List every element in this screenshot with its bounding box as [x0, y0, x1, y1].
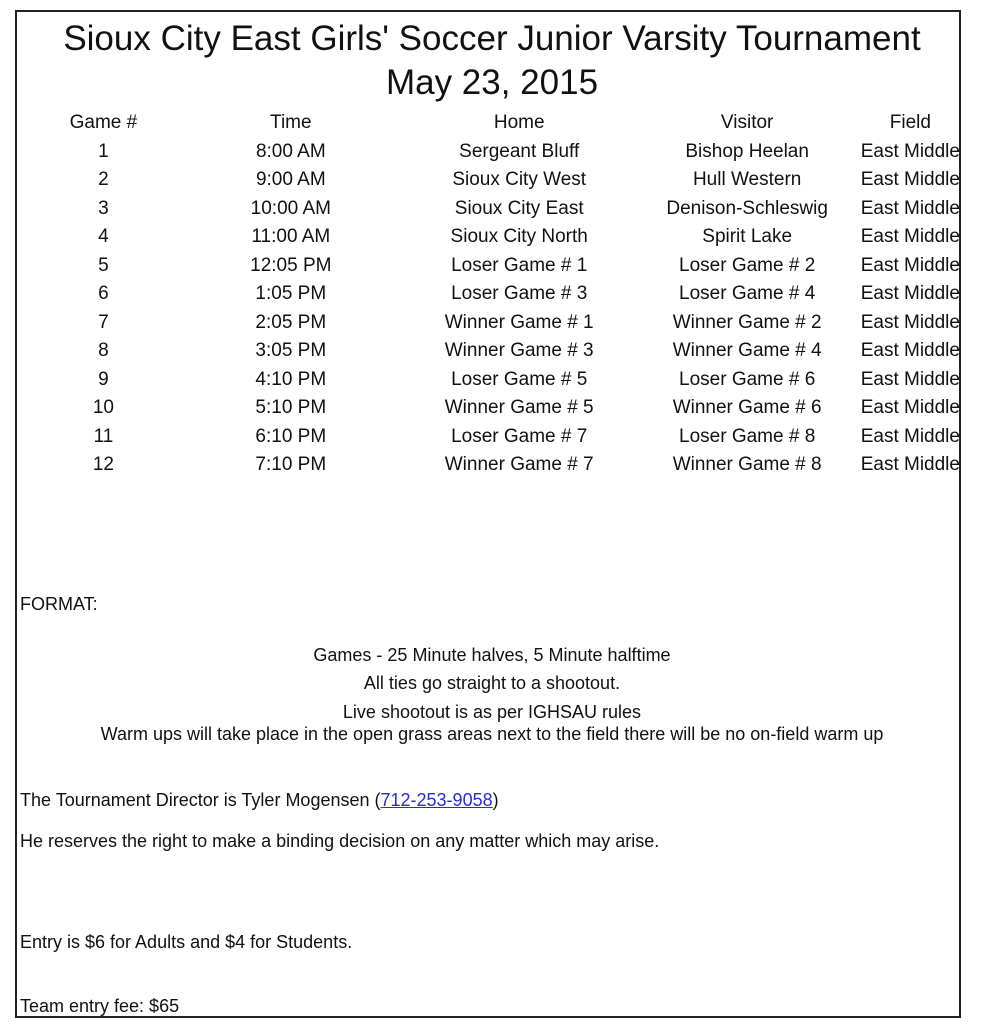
visitor-cell: Winner Game # 8	[672, 454, 822, 476]
table-row	[30, 223, 960, 252]
header-time: Time	[270, 112, 312, 134]
schedule-header-row	[30, 109, 960, 138]
game-number-cell: 10	[92, 397, 114, 419]
field-cell: East Middle	[860, 454, 960, 476]
home-cell: Winner Game # 7	[444, 454, 594, 476]
time-cell: 4:10 PM	[255, 368, 327, 390]
visitor-cell: Winner Game # 4	[672, 340, 822, 362]
table-row	[30, 138, 960, 167]
header-game-number: Game #	[69, 112, 138, 134]
game-number-cell: 12	[92, 454, 114, 476]
header-home: Home	[493, 112, 545, 134]
format-rule-warmups: Warm ups will take place in the open grass areas next to the field there will be no on-field warm up	[100, 724, 884, 744]
table-row	[30, 394, 960, 423]
time-cell: 2:05 PM	[255, 311, 327, 333]
visitor-cell: Winner Game # 2	[672, 311, 822, 333]
home-cell: Winner Game # 1	[444, 311, 594, 333]
table-row	[30, 337, 960, 366]
admission-fees: Entry is $6 for Adults and $4 for Students.	[20, 932, 353, 952]
field-cell: East Middle	[860, 340, 960, 362]
home-cell: Winner Game # 5	[444, 397, 594, 419]
home-cell: Sioux City North	[450, 226, 588, 248]
director-prefix: The Tournament Director is Tyler Mogensen (	[20, 790, 381, 810]
visitor-cell: Hull Western	[692, 169, 802, 191]
visitor-cell: Loser Game # 8	[679, 425, 816, 447]
format-heading: FORMAT:	[20, 594, 98, 614]
home-cell: Loser Game # 5	[451, 368, 588, 390]
document-title: Sioux City East Girls' Soccer Junior Varsity Tournament	[63, 19, 921, 58]
field-cell: East Middle	[860, 226, 960, 248]
field-cell: East Middle	[860, 140, 960, 162]
field-cell: East Middle	[860, 368, 960, 390]
visitor-cell: Denison-Schleswig	[666, 197, 828, 219]
game-number-cell: 6	[98, 283, 109, 305]
table-row	[30, 423, 960, 452]
director-suffix: )	[492, 790, 499, 810]
visitor-cell: Spirit Lake	[702, 226, 793, 248]
time-cell: 1:05 PM	[255, 283, 327, 305]
director-authority-note: He reserves the right to make a binding decision on any matter which may arise.	[20, 831, 660, 851]
field-cell: East Middle	[860, 254, 960, 276]
header-field: Field	[889, 112, 931, 134]
game-number-cell: 4	[98, 226, 109, 248]
visitor-cell: Bishop Heelan	[685, 140, 809, 162]
table-row	[30, 451, 960, 480]
format-rule-ties: All ties go straight to a shootout.	[363, 673, 621, 693]
table-row	[30, 252, 960, 281]
home-cell: Loser Game # 7	[451, 425, 588, 447]
time-cell: 8:00 AM	[255, 140, 326, 162]
game-number-cell: 8	[98, 340, 109, 362]
home-cell: Loser Game # 1	[451, 254, 588, 276]
field-cell: East Middle	[860, 425, 960, 447]
time-cell: 10:00 AM	[250, 197, 331, 219]
field-cell: East Middle	[860, 169, 960, 191]
time-cell: 9:00 AM	[255, 169, 326, 191]
field-cell: East Middle	[860, 197, 960, 219]
game-number-cell: 3	[98, 197, 109, 219]
time-cell: 3:05 PM	[255, 340, 327, 362]
visitor-cell: Winner Game # 6	[672, 397, 822, 419]
home-cell: Sioux City East	[454, 197, 584, 219]
table-row	[30, 166, 960, 195]
game-number-cell: 5	[98, 254, 109, 276]
home-cell: Winner Game # 3	[444, 340, 594, 362]
visitor-cell: Loser Game # 4	[679, 283, 816, 305]
tournament-director-line	[20, 788, 499, 812]
time-cell: 6:10 PM	[255, 425, 327, 447]
visitor-cell: Loser Game # 6	[679, 368, 816, 390]
table-row	[30, 280, 960, 309]
table-row	[30, 309, 960, 338]
header-visitor: Visitor	[720, 112, 774, 134]
director-phone-link[interactable]: 712-253-9058	[380, 790, 493, 810]
table-row	[30, 195, 960, 224]
format-rule-halves: Games - 25 Minute halves, 5 Minute halftime	[313, 645, 671, 665]
game-number-cell: 9	[98, 368, 109, 390]
game-number-cell: 2	[98, 169, 109, 191]
home-cell: Sioux City West	[452, 169, 587, 191]
time-cell: 11:00 AM	[251, 226, 331, 248]
field-cell: East Middle	[860, 397, 960, 419]
field-cell: East Middle	[860, 283, 960, 305]
time-cell: 5:10 PM	[255, 397, 327, 419]
table-row	[30, 366, 960, 395]
game-number-cell: 1	[98, 140, 109, 162]
game-number-cell: 11	[93, 425, 114, 447]
time-cell: 7:10 PM	[255, 454, 327, 476]
home-cell: Sergeant Bluff	[459, 140, 580, 162]
team-entry-fee: Team entry fee: $65	[20, 996, 180, 1016]
format-rule-shootout: Live shootout is as per IGHSAU rules	[342, 702, 642, 722]
visitor-cell: Loser Game # 2	[679, 254, 816, 276]
field-cell: East Middle	[860, 311, 960, 333]
home-cell: Loser Game # 3	[451, 283, 588, 305]
document-date: May 23, 2015	[385, 63, 599, 102]
game-number-cell: 7	[98, 311, 109, 333]
schedule-table	[30, 109, 960, 480]
time-cell: 12:05 PM	[250, 254, 332, 276]
